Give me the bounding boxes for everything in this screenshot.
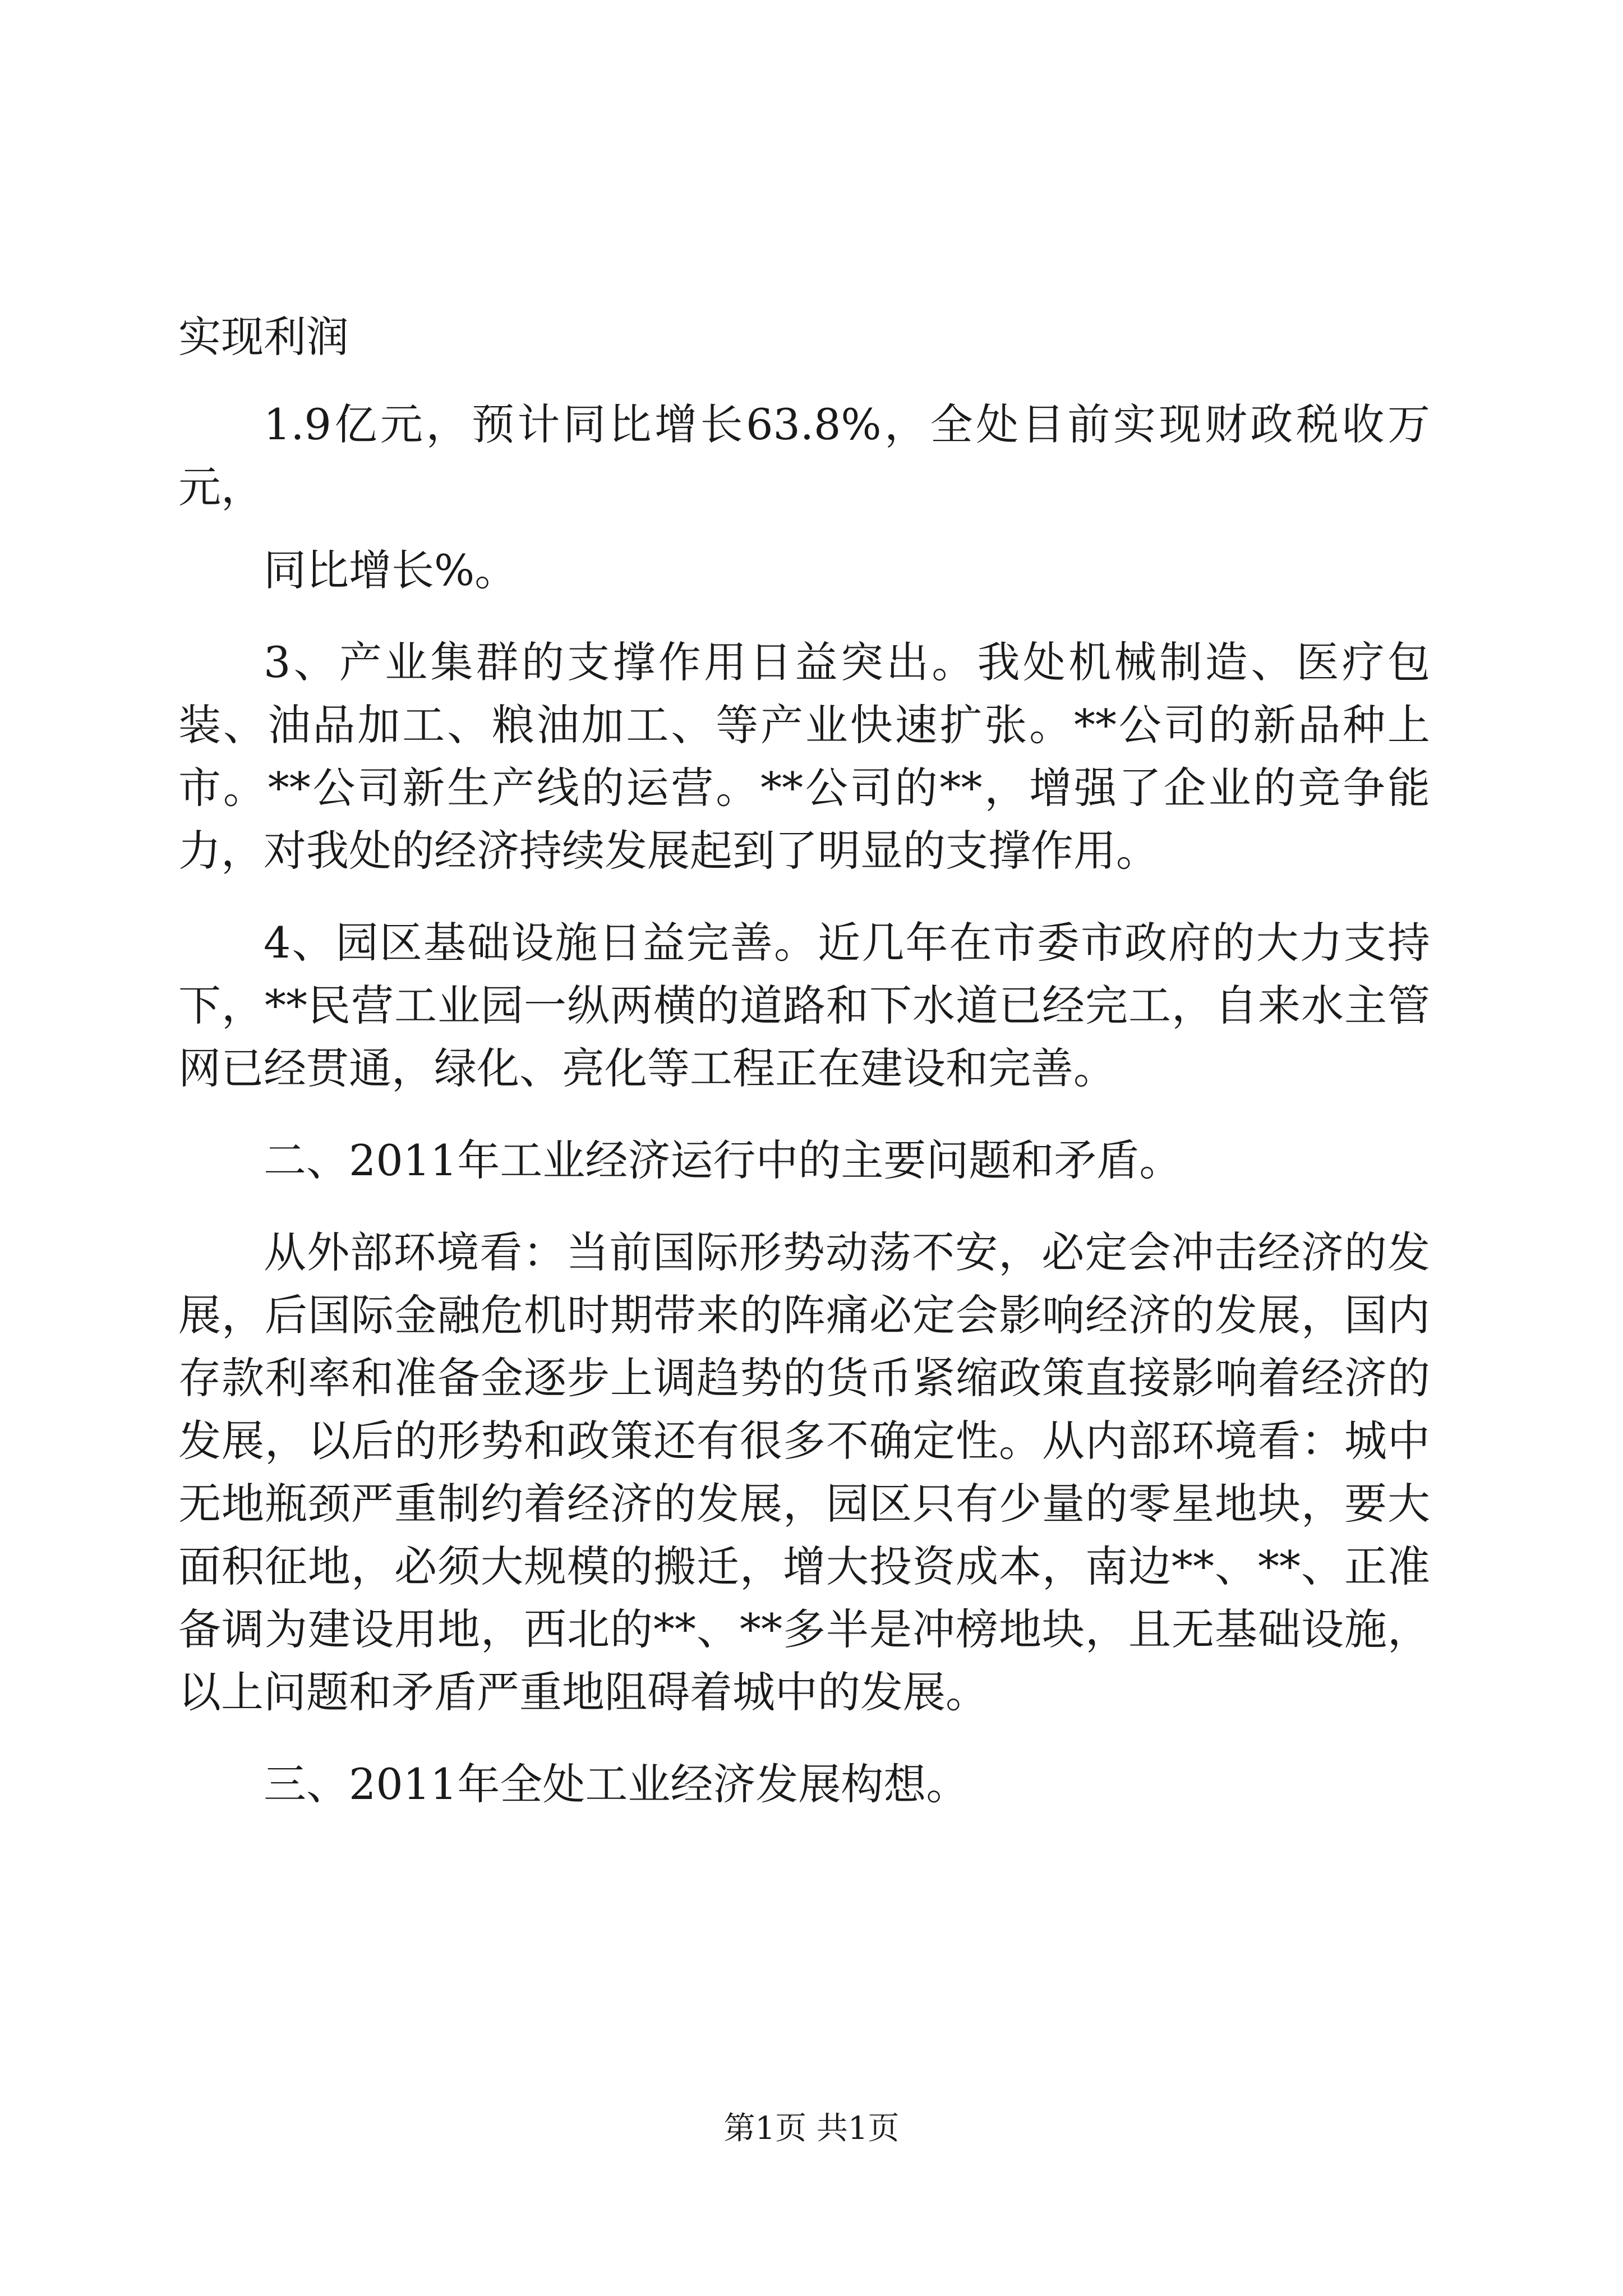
paragraph-6: 二、2011年工业经济运行中的主要问题和矛盾。: [264, 1135, 1182, 1185]
page-footer: [0, 2109, 1623, 2148]
document-body: [178, 306, 1430, 1845]
paragraph-1: 实现利润: [178, 312, 349, 362]
paragraph-7: 从外部环境看：当前国际形势动荡不安，必定会冲击经济的发展，后国际金融危机时期带来的阵痛必定会影响经济的发展，国内存款利率和准备金逐步上调趋势的货币紧缩政策直接影响着经济的发展，以后的形势和政策还有很多不确定性。从内部环境看：城中无地瓶颈严重制约着经济的发展，园区只有少量的零星地块，要大面积征地，必须大规模的搬迁，增大投资成本，南边**、**、正准备调为建设用地，西北的**、**多半是冲榜地块，且无基础设施，以上问题和矛盾严重地阻碍着城中的发展。: [178, 1227, 1430, 1717]
paragraph-4: 3、产业集群的支撑作用日益突出。我处机械制造、医疗包装、油品加工、粮油加工、等产业快速扩张。**公司的新品种上市。**公司新生产线的运营。**公司的**，增强了企业的竞争能力，对我处的经济持续发展起到了明显的支撑作用。: [178, 637, 1430, 876]
paragraph-5: 4、园区基础设施日益完善。近几年在市委市政府的大力支持下，**民营工业园一纵两横的道路和下水道已经完工，自来水主管网已经贯通，绿化、亮化等工程正在建设和完善。: [178, 918, 1430, 1093]
paragraph-3: 同比增长%。: [264, 545, 518, 595]
paragraph-2: 1.9亿元，预计同比增长63.8%，全处目前实现财政税收万元，: [178, 399, 1430, 512]
page-number-label: 第1页 共1页: [723, 2110, 900, 2147]
paragraph-8: 三、2011年全处工业经济发展构想。: [264, 1759, 969, 1809]
